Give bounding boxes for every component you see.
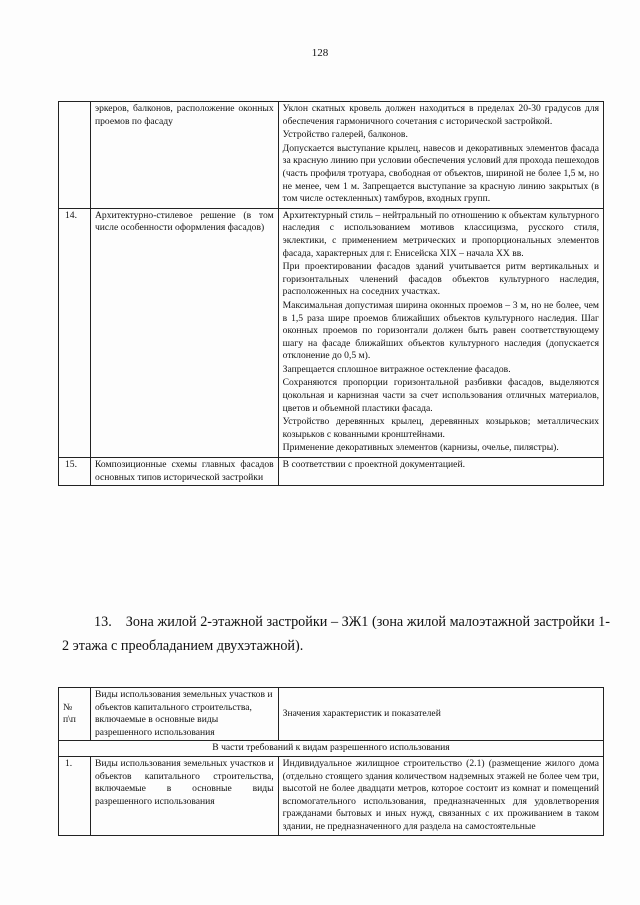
row-name: эркеров, балконов, расположение оконных проемов по фасаду <box>90 102 278 209</box>
table-subheader-row <box>59 741 604 757</box>
section-number: 13. <box>94 614 112 630</box>
section-heading <box>62 610 610 658</box>
paragraph: Сохраняются пропорции горизонтальной разбивки фасадов, выделяются цокольная и карнизная части за счет использования отличных материалов, цветов и объемной пластики фасада. <box>282 377 599 414</box>
row-name: Архитектурно-стилевое решение (в том числе особенности оформления фасадов) <box>90 208 278 457</box>
row-value: Индивидуальное жилищное строительство (2.1) (размещение жилого дома (отдельно стоящего здания количеством надземных этажей не более чем три, высотой не более двадцати метров, которое состоит из комнат и помещений вспомогательного использования, предназначенных для удовлетворения гражданами бытовых и иных нужд, связанных с их проживанием в таком здании, не предназначенного для раздела на самостоятельные <box>278 756 603 835</box>
table-row <box>59 458 604 486</box>
table-header-row <box>59 688 604 741</box>
table-row <box>59 756 604 835</box>
section-title: Зона жилой 2-этажной застройки – ЗЖ1 (зона жилой малоэтажной застройки 1-2 этажа с преобладанием двухэтажной). <box>62 614 610 654</box>
page-number: 128 <box>311 47 329 59</box>
header-value: Значения характеристик и показателей <box>278 688 603 741</box>
zone-regulations-table <box>58 687 604 836</box>
paragraph: Устройство галерей, балконов. <box>282 129 408 141</box>
paragraph: Уклон скатных кровель должен находиться в пределах 20-30 градусов для обеспечения гармоничного сочетания с исторической застройкой. <box>282 103 599 127</box>
paragraph: Архитектурный стиль – нейтральный по отношению к объектам культурного наследия с использованием мотивов классицизма, русского стиля, эклектики, с применением метрических и пропорциональных элементов фасада, характерных для г. Енисейска XIX – начала XX вв. <box>282 209 599 259</box>
paragraph: В соответствии с проектной документацией. <box>282 459 465 471</box>
paragraph: Допускается выступание крылец, навесов и декоративных элементов фасада за красную линию при условии обеспечения условий для прохода пешеходов (часть профиля тротуара, свободная от объектов, шириной не более 1,5 м, но не менее, чем 1 м. Запрещается выступание за красную линию закрытых (в том числе остекленных) тамбуров, входных групп. <box>282 142 599 205</box>
row-number: 1. <box>59 756 91 835</box>
paragraph: Максимальная допустимая ширина оконных проемов – 3 м, но не более, чем в 1,5 раза шире проемов ближайших объектов культурного наследия. Шаг оконных проемов по горизонтали должен быть равен соответствующему шагу на фасаде ближайших объектов культурного наследия (допускается отклонение до 0,5 м). <box>282 299 599 362</box>
row-value <box>278 208 603 457</box>
paragraph: Устройство деревянных крылец, деревянных козырьков; металлических козырьков с кованными кронштейнами. <box>282 416 599 440</box>
row-number: 15. <box>59 458 91 486</box>
header-number: № п\п <box>59 688 91 741</box>
row-value <box>278 102 603 209</box>
subheader: В части требований к видам разрешенного использования <box>59 741 604 757</box>
table-row <box>59 102 604 209</box>
row-value <box>278 458 603 486</box>
row-number: 14. <box>59 208 91 457</box>
regulations-table-continued <box>58 101 604 486</box>
table-row <box>59 208 604 457</box>
header-name: Виды использования земельных участков и объектов капитального строительства, включаемые в основные виды разрешенного использования <box>90 688 278 741</box>
paragraph: Применение декоративных элементов (карнизы, очелье, пилястры). <box>282 442 559 454</box>
paragraph: Запрещается сплошное витражное остекление фасадов. <box>282 363 511 375</box>
row-number <box>59 102 91 209</box>
row-name: Виды использования земельных участков и объектов капитального строительства, включаемые в основные виды разрешенного использования <box>90 756 278 835</box>
paragraph: При проектировании фасадов зданий учитывается ритм вертикальных и горизонтальных членений фасадов объектов культурного наследия, расположенных на соседних участках. <box>282 261 599 298</box>
row-name: Композиционные схемы главных фасадов основных типов исторической застройки <box>90 458 278 486</box>
